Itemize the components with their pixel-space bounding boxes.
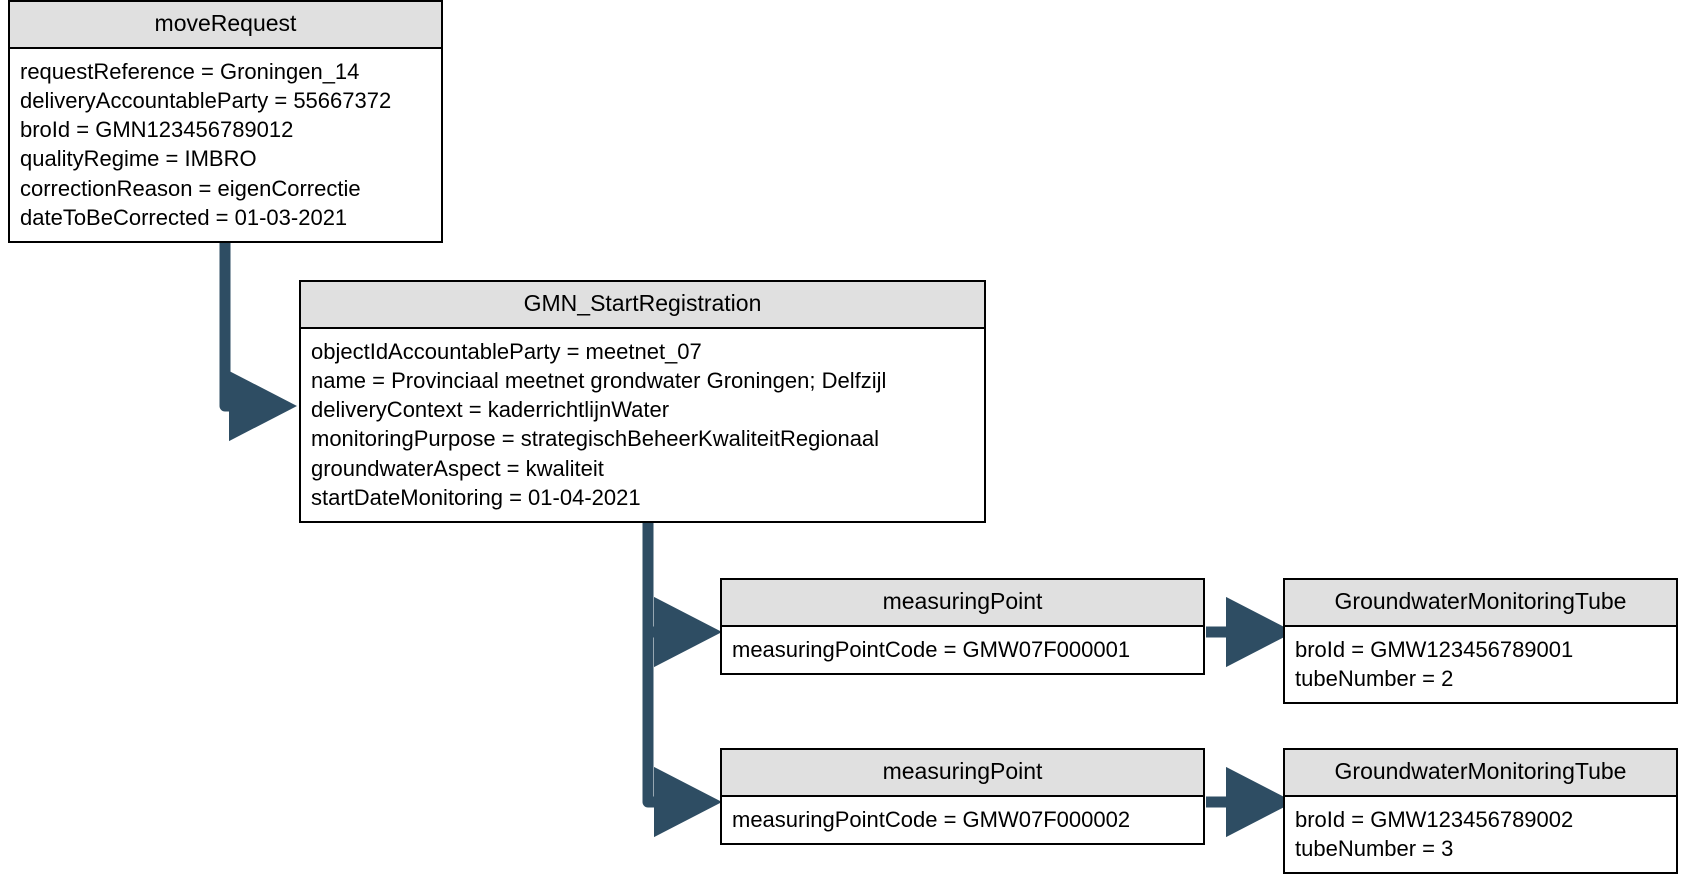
box-body-groundwater-monitoring-tube-1 — [1285, 627, 1676, 703]
box-body-moverequest — [10, 49, 441, 242]
box-moverequest[interactable] — [8, 0, 443, 243]
box-body-measuring-point-2 — [722, 797, 1203, 843]
attribute-row: measuringPointCode = GMW07F000001 — [732, 636, 1131, 662]
box-measuring-point-1[interactable] — [720, 578, 1205, 675]
box-title-groundwater-monitoring-tube-2: GroundwaterMonitoringTube — [1285, 750, 1676, 797]
attribute-row: tubeNumber = 2 — [1295, 665, 1454, 691]
box-title-measuring-point-1: measuringPoint — [722, 580, 1203, 627]
box-gmn-start-registration[interactable] — [299, 280, 986, 523]
box-title-moverequest: moveRequest — [10, 2, 441, 49]
attribute-row: requestReference = Groningen_14 — [20, 58, 360, 84]
attribute-row: tubeNumber = 3 — [1295, 835, 1454, 861]
box-title-groundwater-monitoring-tube-1: GroundwaterMonitoringTube — [1285, 580, 1676, 627]
attribute-row: startDateMonitoring = 01-04-2021 — [311, 484, 641, 510]
box-body-measuring-point-1 — [722, 627, 1203, 673]
attribute-row: correctionReason = eigenCorrectie — [20, 175, 361, 201]
attribute-row: objectIdAccountableParty = meetnet_07 — [311, 338, 702, 364]
attribute-row: monitoringPurpose = strategischBeheerKwaliteitRegionaal — [311, 426, 880, 452]
box-body-gmn-start-registration — [301, 329, 984, 522]
attribute-row: deliveryContext = kaderrichtlijnWater — [311, 397, 670, 423]
attribute-row: qualityRegime = IMBRO — [20, 146, 257, 172]
attribute-row: name = Provinciaal meetnet grondwater Groningen; Delfzijl — [311, 367, 887, 393]
connector-startregistration-to-measuringpoint-1 — [648, 522, 700, 632]
box-body-groundwater-monitoring-tube-2 — [1285, 797, 1676, 873]
connector-moverequest-to-startregistration — [225, 240, 275, 406]
box-groundwater-monitoring-tube-2[interactable] — [1283, 748, 1678, 874]
box-title-measuring-point-2: measuringPoint — [722, 750, 1203, 797]
attribute-row: dateToBeCorrected = 01-03-2021 — [20, 204, 348, 230]
attribute-row: broId = GMN123456789012 — [20, 117, 294, 143]
attribute-row: broId = GMW123456789002 — [1295, 806, 1574, 832]
box-groundwater-monitoring-tube-1[interactable] — [1283, 578, 1678, 704]
connector-startregistration-to-measuringpoint-2 — [648, 632, 700, 802]
attribute-row: broId = GMW123456789001 — [1295, 636, 1574, 662]
box-title-gmn-start-registration: GMN_StartRegistration — [301, 282, 984, 329]
box-measuring-point-2[interactable] — [720, 748, 1205, 845]
attribute-row: groundwaterAspect = kwaliteit — [311, 455, 604, 481]
attribute-row: deliveryAccountableParty = 55667372 — [20, 87, 392, 113]
attribute-row: measuringPointCode = GMW07F000002 — [732, 806, 1131, 832]
